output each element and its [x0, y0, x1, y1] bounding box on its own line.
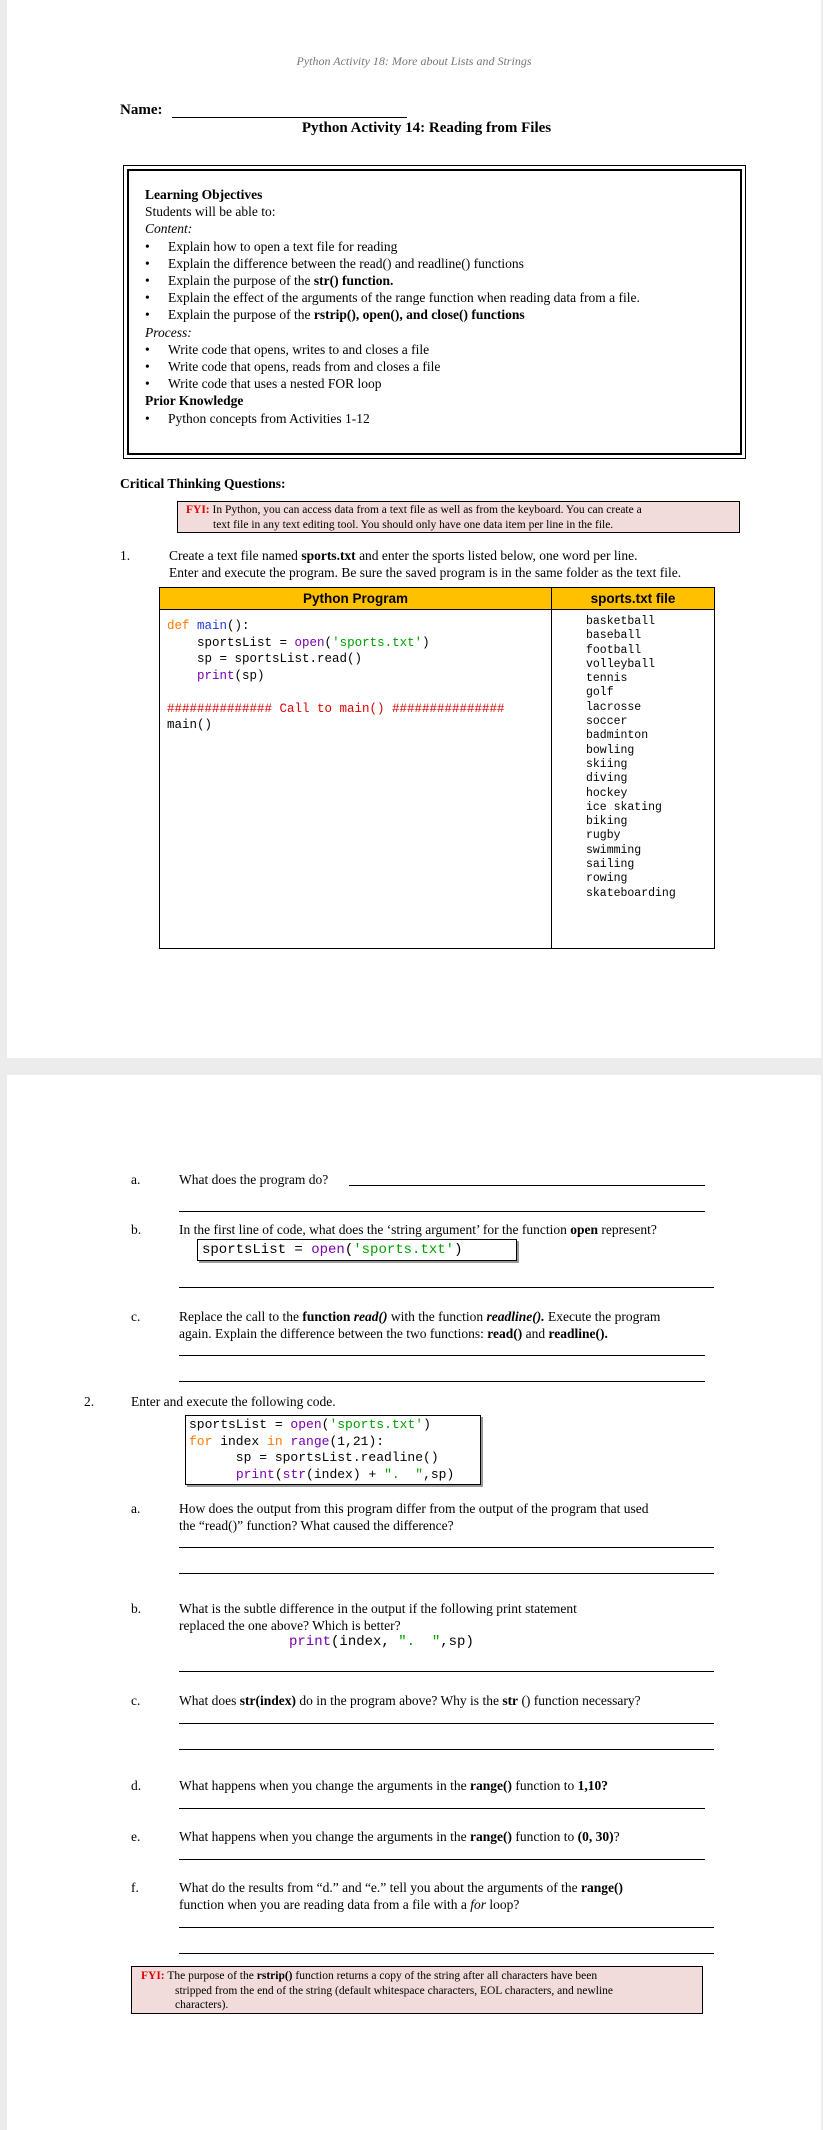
question-label: f.	[131, 1880, 139, 1895]
lo-process-item: • Write code that opens, writes to and closes a file	[145, 341, 740, 358]
question-label: e.	[131, 1829, 141, 1844]
fyi-text: stripped from the end of the string (default whitespace characters, EOL characters, and newline	[175, 1984, 613, 1997]
critical-thinking-heading: Critical Thinking Questions:	[120, 476, 286, 491]
fyi-box	[177, 501, 740, 533]
page-1	[7, 0, 821, 1058]
answer-line[interactable]	[179, 1287, 714, 1288]
sports-list: basketball baseball football volleyball tennis golf lacrosse soccer badminton bowling skiing diving hockey ice skating biking rugby swimming sailing rowing skateboarding	[586, 615, 676, 900]
question-number: 1.	[120, 548, 131, 563]
answer-line[interactable]	[179, 1671, 714, 1672]
question-text: Create a text file named sports.txt and enter the sports listed below, one word per line.	[169, 548, 638, 563]
fyi-text: In Python, you can access data from a text file as well as from the keyboard. You can create a	[212, 504, 642, 516]
answer-line[interactable]	[179, 1927, 714, 1928]
answer-line[interactable]	[179, 1723, 714, 1724]
question-label: c.	[131, 1693, 141, 1708]
answer-line[interactable]	[179, 1547, 714, 1548]
lo-content-item: • Explain the difference between the read() and readline() functions	[145, 255, 740, 272]
lo-content-item: • Explain the effect of the arguments of the range function when reading data from a file.	[145, 289, 740, 306]
question-text: What do the results from “d.” and “e.” tell you about the arguments of the range()	[179, 1880, 623, 1895]
learning-objectives-box	[123, 165, 746, 459]
table-header-program: Python Program	[160, 588, 552, 610]
question-label: a.	[131, 1172, 141, 1187]
fyi-tag: FYI:	[186, 504, 210, 516]
fyi-text: text file in any text editing tool. You should only have one data item per line in the file.	[213, 518, 614, 531]
answer-line[interactable]	[179, 1808, 705, 1809]
document-title: Python Activity 14: Reading from Files	[301, 120, 552, 136]
question-text: What does str(index) do in the program above? Why is the str () function necessary?	[179, 1693, 641, 1708]
question-text: What does the program do?	[179, 1172, 329, 1187]
answer-line[interactable]	[179, 1749, 714, 1750]
answer-line[interactable]	[179, 1573, 714, 1574]
fyi-tag: FYI:	[141, 1970, 165, 1982]
question-text: What happens when you change the arguments in the range() function to 1,10?	[179, 1778, 609, 1793]
name-line	[172, 117, 407, 118]
program-code: def main(): sportsList = open('sports.txt') sp = sportsList.read() print(sp) ############## Call to main() ############### main()	[167, 619, 505, 732]
lo-content-item: • Explain the purpose of the rstrip(), open(), and close() functions	[145, 306, 740, 323]
question-text: How does the output from this program differ from the output of the program that used	[179, 1501, 649, 1516]
lo-intro: Students will be able to:	[145, 204, 276, 220]
lo-content-label: Content:	[145, 221, 193, 237]
lo-prior-label: Prior Knowledge	[145, 393, 244, 409]
question-label: d.	[131, 1778, 142, 1793]
running-header: Python Activity 18: More about Lists and Strings	[296, 54, 532, 68]
lo-content-item: • Explain how to open a text file for reading	[145, 238, 740, 255]
lo-prior-item: • Python concepts from Activities 1-12	[145, 410, 740, 427]
question-text: Enter and execute the program. Be sure the saved program is in the same folder as the text file.	[169, 565, 682, 580]
answer-line[interactable]	[179, 1355, 705, 1356]
question-text: function when you are reading data from a file with a for loop?	[179, 1897, 520, 1912]
lo-heading: Learning Objectives	[145, 187, 263, 202]
answer-line[interactable]	[179, 1953, 714, 1954]
answer-line[interactable]	[179, 1211, 705, 1212]
question-text: Replace the call to the function read() with the function readline(). Execute the program	[179, 1309, 661, 1324]
question-label: b.	[131, 1222, 142, 1237]
program-table	[159, 587, 715, 949]
lo-process-item: • Write code that opens, reads from and closes a file	[145, 358, 740, 375]
answer-line[interactable]	[179, 1859, 705, 1860]
fyi-box: FYI: The purpose of the rstrip() function returns a copy of the string after all characters have been stripped from the end of the string (default whitespace characters, EOL characters, and newline characters).	[131, 1966, 703, 2014]
lo-process-label: Process:	[145, 324, 192, 340]
question-label: a.	[131, 1501, 141, 1516]
question-text: the “read()” function? What caused the difference?	[179, 1518, 454, 1533]
question-label: c.	[131, 1309, 141, 1324]
question-label: b.	[131, 1601, 142, 1616]
fyi-text: characters).	[175, 1999, 229, 2011]
lo-content-item: • Explain the purpose of the str() function.	[145, 272, 740, 289]
code-snippet: sportsList = open('sports.txt')	[197, 1239, 517, 1261]
code-block: sportsList = open('sports.txt') for index in range(1,21): sp = sportsList.readline() print(str(index) + ". ",sp)	[185, 1415, 481, 1485]
question-text: What happens when you change the arguments in the range() function to (0, 30)?	[179, 1829, 620, 1844]
name-label: Name:	[120, 102, 163, 118]
question-text: again. Explain the difference between the two functions: read() and readline().	[179, 1326, 608, 1341]
answer-line[interactable]	[179, 1381, 705, 1382]
question-number: 2.	[84, 1394, 95, 1409]
question-text: What is the subtle difference in the output if the following print statement	[179, 1601, 577, 1616]
question-text: replaced the one above? Which is better?	[179, 1618, 401, 1633]
table-header-file: sports.txt file	[552, 588, 714, 610]
code-snippet: print(index, ". ",sp)	[289, 1634, 474, 1650]
lo-process-item: • Write code that uses a nested FOR loop	[145, 375, 740, 392]
question-text: In the first line of code, what does the ‘string argument’ for the function open represent?	[179, 1222, 657, 1237]
question-text: Enter and execute the following code.	[131, 1394, 336, 1409]
answer-line[interactable]	[349, 1185, 705, 1186]
